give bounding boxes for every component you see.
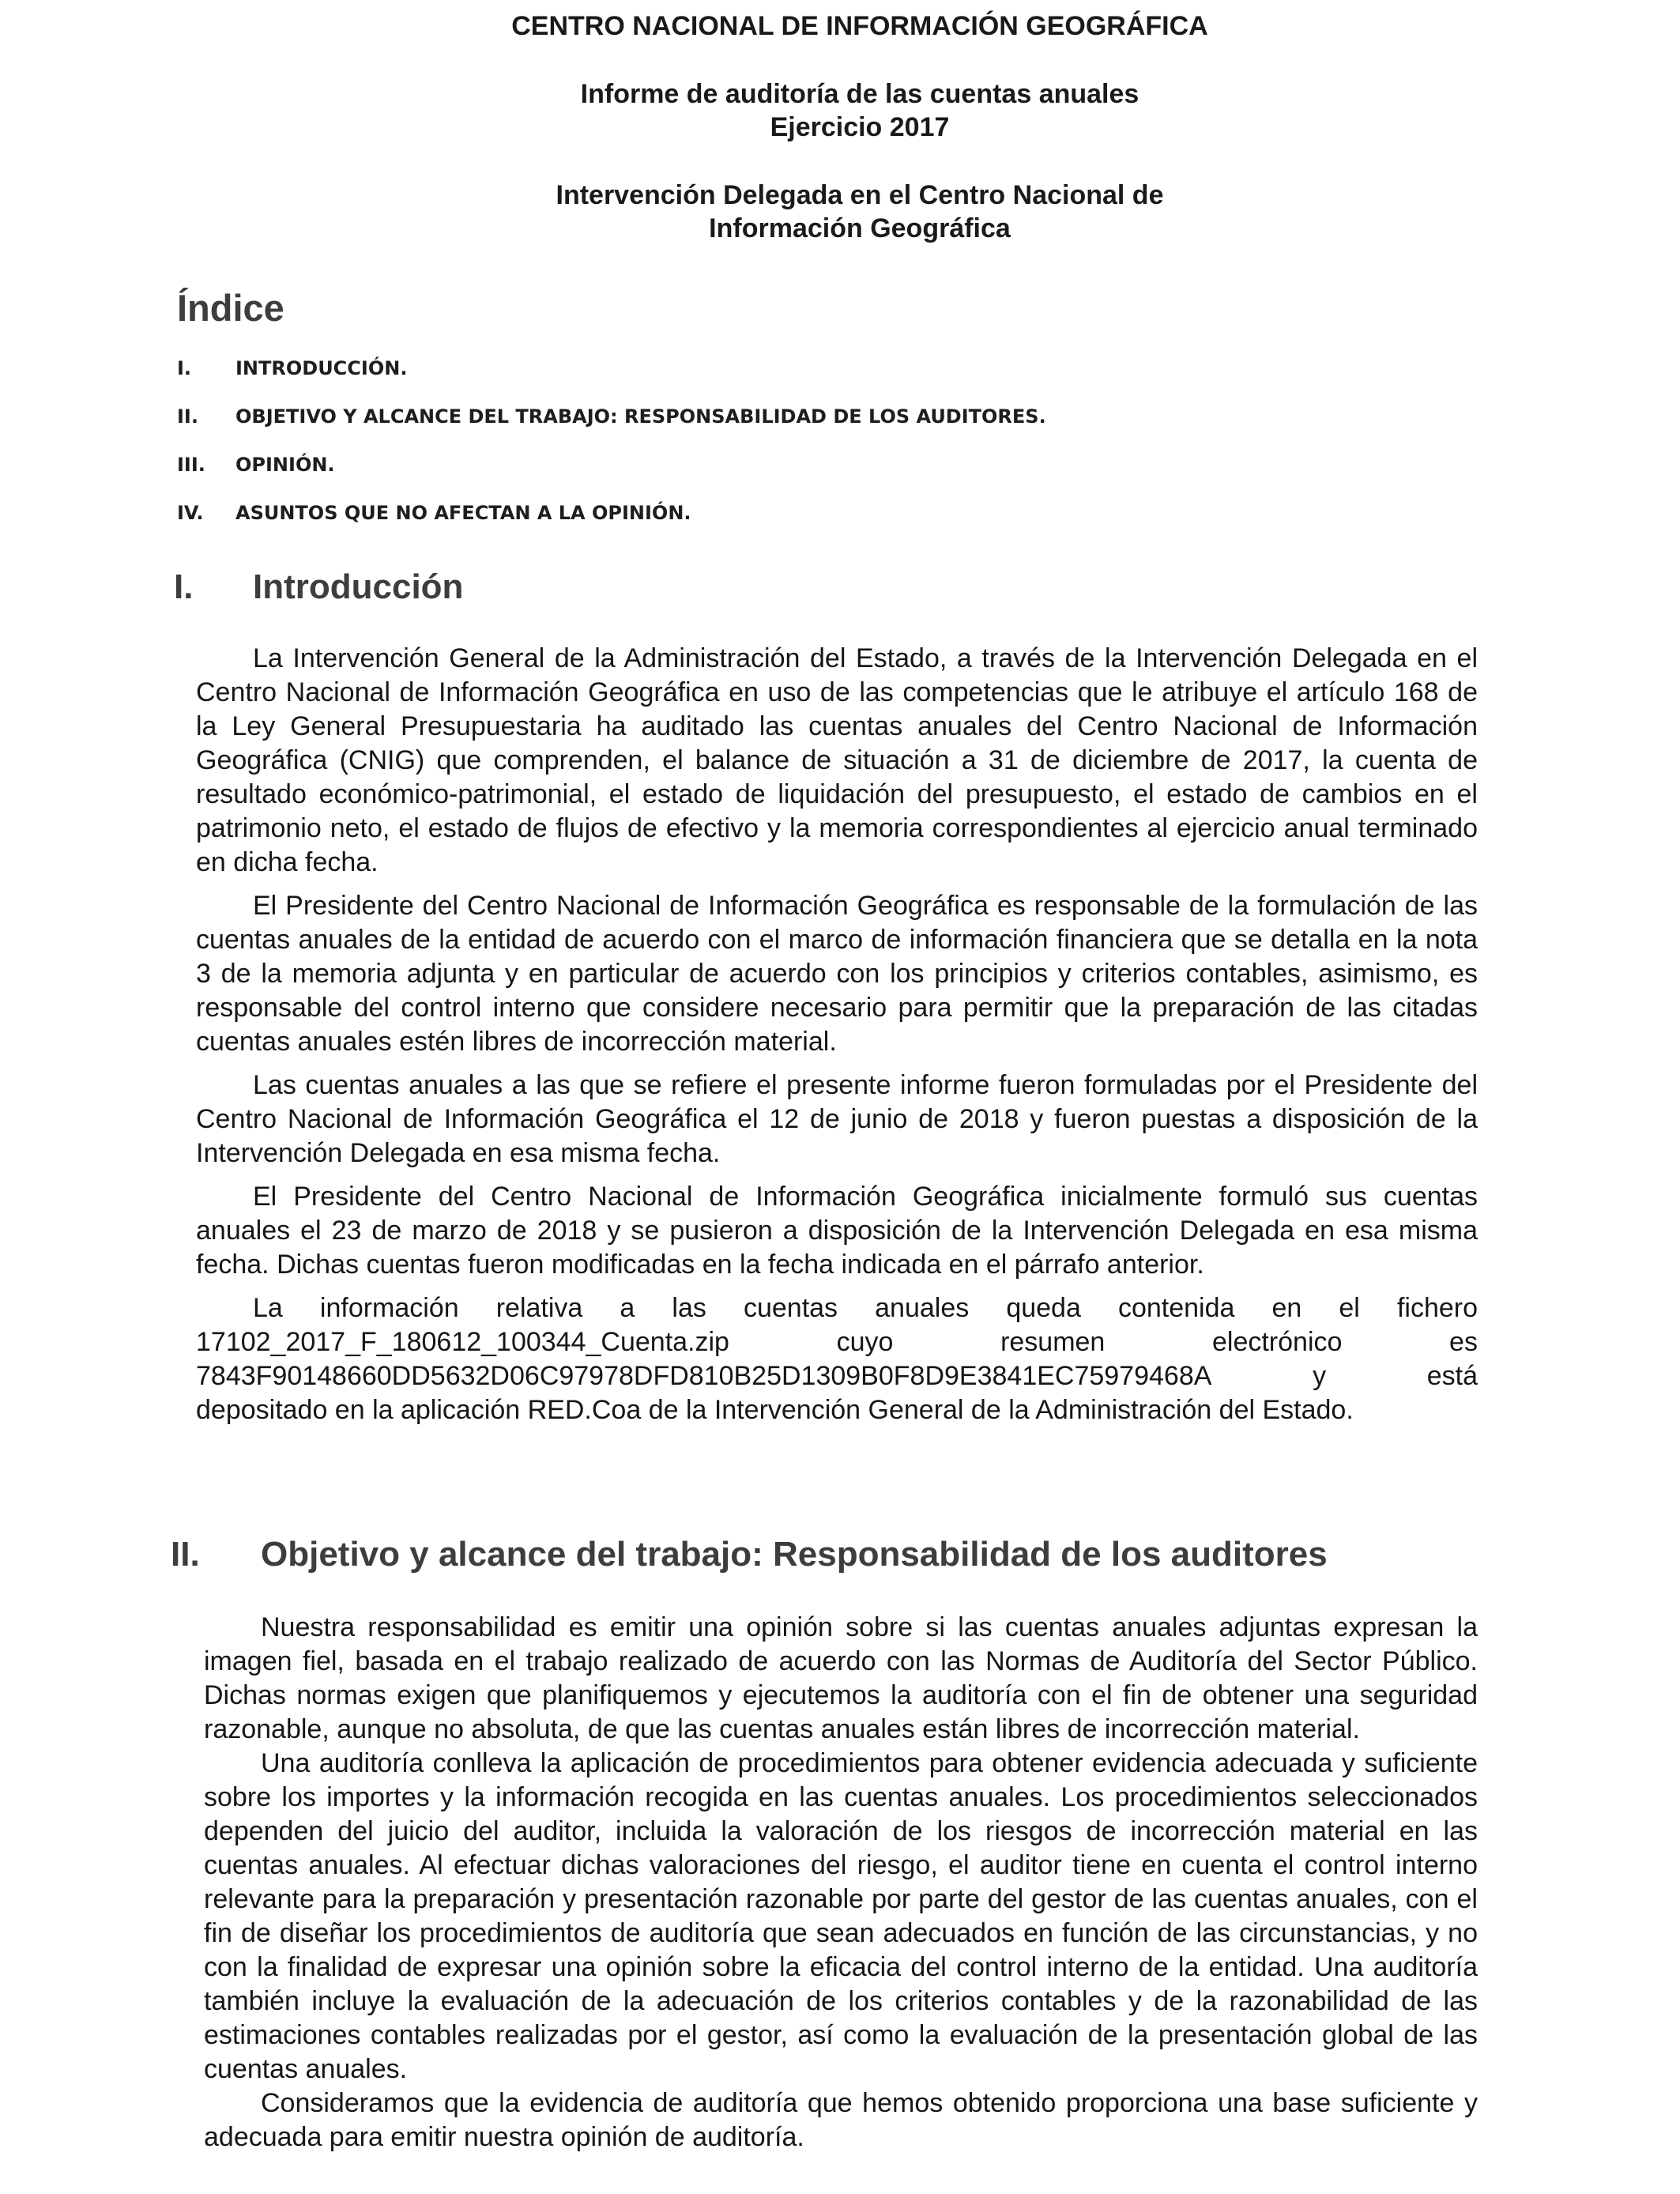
introduction-body (196, 642, 1478, 1427)
table-of-contents (177, 357, 1362, 550)
file-info-line4: depositado en la aplicación RED.Coa de la Intervención General de la Administración del Estado. (196, 1395, 1354, 1425)
report-title (0, 77, 1680, 144)
unit-title-line2: Información Geográfica (709, 213, 1011, 243)
file-info-line2 (196, 1325, 1478, 1359)
file-info-line1: La información relativa a las cuentas anuales queda contenida en el fichero (253, 1293, 1478, 1323)
section-heading-introduction (174, 567, 463, 607)
file-name: 17102_2017_F_180612_100344_Cuenta.zip (196, 1327, 729, 1357)
toc-label: INTRODUCCIÓN. (235, 357, 408, 379)
word: resumen (1000, 1327, 1106, 1357)
word: y (1313, 1361, 1327, 1391)
file-info-line3 (196, 1359, 1478, 1393)
word: cuyo (836, 1327, 894, 1357)
toc-item[interactable] (177, 405, 1362, 454)
file-info-paragraph (196, 1291, 1478, 1427)
index-title: Índice (177, 287, 284, 329)
paragraph: La Intervención General de la Administración del Estado, a través de la Intervención Delegada en el Centro Nacional de Información Geográfica en uso de las competencias que le atribuye el artículo 168 de la Ley General Presupuestaria ha auditado las cuentas anuales del Centro Nacional de Información Geográfica (CNIG) que comprenden, el balance de situación a 31 de diciembre de 2017, la cuenta de resultado económico-patrimonial, el estado de liquidación del presupuesto, el estado de cambios en el patrimonio neto, el estado de flujos de efectivo y la memoria correspondientes al ejercicio anual terminado en dicha fecha. (196, 643, 1478, 877)
paragraph: El Presidente del Centro Nacional de Información Geográfica es responsable de la formulación de las cuentas anuales de la entidad de acuerdo con el marco de información financiera que se detalla en la nota 3 de la memoria adjunta y en particular de acuerdo con los principios y criterios contables, asimismo, es responsable del control interno que considere necesario para permitir que la preparación de las citadas cuentas anuales estén libres de incorrección material. (196, 891, 1478, 1057)
toc-label: ASUNTOS QUE NO AFECTAN A LA OPINIÓN. (235, 502, 691, 524)
organization-heading: CENTRO NACIONAL DE INFORMACIÓN GEOGRÁFICA (511, 11, 1208, 41)
unit-title-line1: Intervención Delegada en el Centro Nacional de (556, 180, 1164, 210)
paragraph: Las cuentas anuales a las que se refiere el presente informe fueron formuladas por el Presidente del Centro Nacional de Información Geográfica el 12 de junio de 2018 y fueron puestas a disposición de la Intervención Delegada en esa misma fecha. (196, 1070, 1478, 1168)
toc-item[interactable] (177, 502, 1362, 550)
toc-item[interactable] (177, 454, 1362, 502)
objective-body (204, 1611, 1478, 2154)
paragraph: Consideramos que la evidencia de auditoría que hemos obtenido proporciona una base suficiente y adecuada para emitir nuestra opinión de auditoría. (204, 2088, 1478, 2152)
section-number: I. (174, 567, 194, 606)
toc-number: III. (177, 454, 205, 476)
paragraph: El Presidente del Centro Nacional de Información Geográfica inicialmente formuló sus cuentas anuales el 23 de marzo de 2018 y se pusieron a disposición de la Intervención Delegada en esa misma fecha. Dichas cuentas fueron modificadas en la fecha indicada en el párrafo anterior. (196, 1182, 1478, 1280)
section-title: Introducción (253, 567, 464, 606)
toc-number: II. (177, 405, 198, 428)
word: está (1426, 1361, 1478, 1391)
word: es (1449, 1327, 1478, 1357)
toc-number: I. (177, 357, 192, 379)
section-title: Objetivo y alcance del trabajo: Responsabilidad de los auditores (261, 1535, 1328, 1574)
section-heading-objective (171, 1535, 1328, 1574)
toc-label: OPINIÓN. (235, 454, 335, 476)
file-hash: 7843F90148660DD5632D06C97978DFD810B25D1309B0F8D9E3841EC75979468A (196, 1361, 1212, 1391)
paragraph: Nuestra responsabilidad es emitir una opinión sobre si las cuentas anuales adjuntas expresan la imagen fiel, basada en el trabajo realizado de acuerdo con las Normas de Auditoría del Sector Público. Dichas normas exigen que planifiquemos y ejecutemos la auditoría con el fin de obtener una seguridad razonable, aunque no absoluta, de que las cuentas anuales están libres de incorrección material. (204, 1612, 1478, 1744)
unit-title (0, 179, 1680, 245)
toc-label: OBJETIVO Y ALCANCE DEL TRABAJO: RESPONSABILIDAD DE LOS AUDITORES. (235, 405, 1046, 428)
word: electrónico (1211, 1327, 1343, 1357)
paragraph: Una auditoría conlleva la aplicación de procedimientos para obtener evidencia adecuada y suficiente sobre los importes y la información recogida en las cuentas anuales. Los procedimientos seleccionados dependen del juicio del auditor, incluida la valoración de los riesgos de incorrección material en las cuentas anuales. Al efectuar dichas valoraciones del riesgo, el auditor tiene en cuenta el control interno relevante para la preparación y presentación razonable por parte del gestor de las cuentas anuales, con el fin de diseñar los procedimientos de auditoría que sean adecuados en función de las circunstancias, y no con la finalidad de expresar una opinión sobre la eficacia del control interno de la entidad. Una auditoría también incluye la evaluación de la adecuación de los criterios contables y de la razonabilidad de las estimaciones contables realizadas por el gestor, así como la evaluación de la presentación global de las cuentas anuales. (204, 1748, 1478, 2084)
section-number: II. (171, 1535, 200, 1574)
report-title-line2: Ejercicio 2017 (770, 112, 950, 142)
toc-number: IV. (177, 502, 204, 524)
report-title-line1: Informe de auditoría de las cuentas anuales (580, 79, 1139, 109)
toc-item[interactable] (177, 357, 1362, 405)
